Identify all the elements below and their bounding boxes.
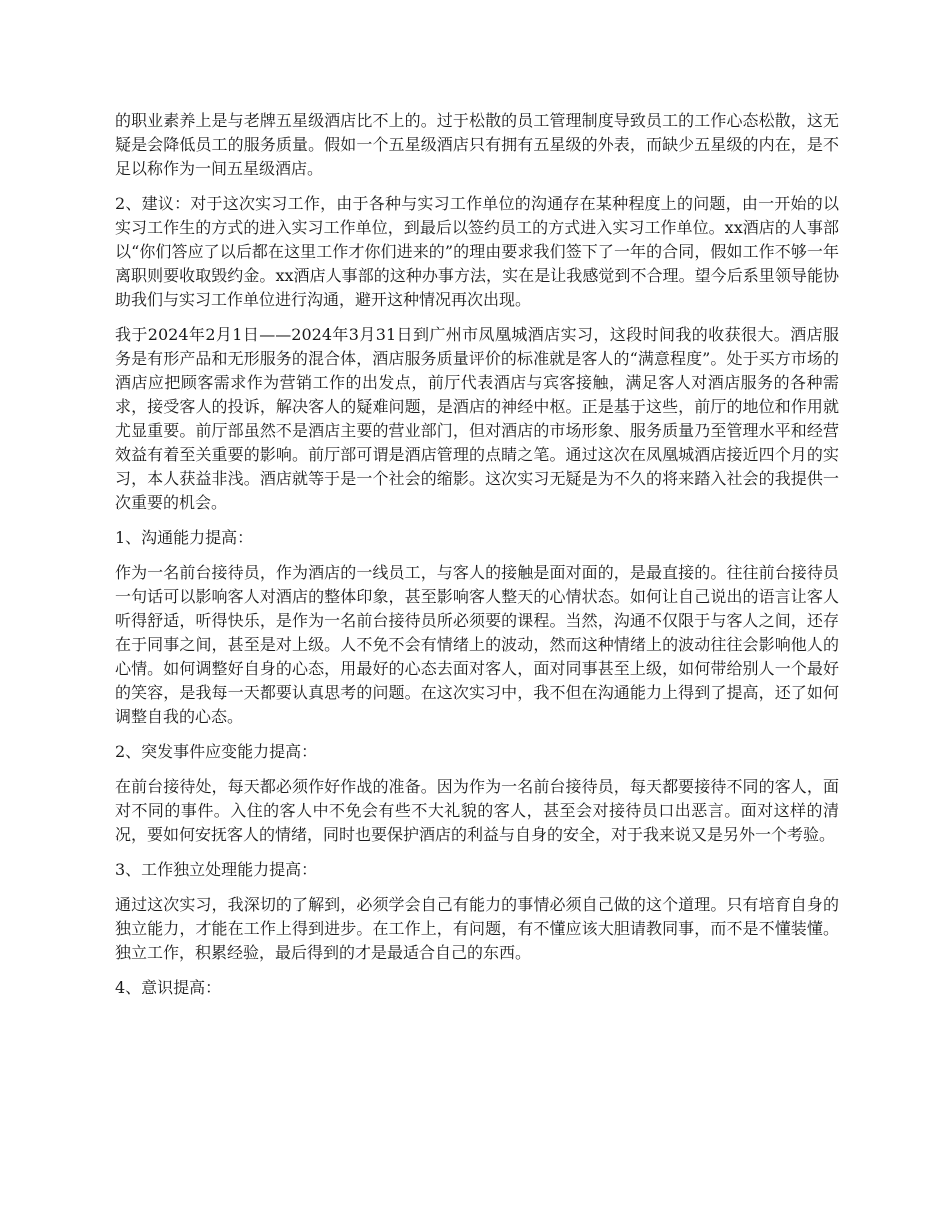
paragraph-internship-summary: 我于2024年2月1日——2024年3月31日到广州市凤凰城酒店实习，这段时间我的收获很大。酒店服务是有形产品和无形服务的混合体，酒店服务质量评价的标准就是客人的“满意程度”。处于买方市场的酒店应把顾客需求作为营销工作的出发点，前厅代表酒店与宾客接触，满足客人对酒店服务的各种需求，接受客人的投诉，解决客人的疑难问题，是酒店的神经中枢。正是基于这些，前厅的地位和作用就尤显重要。前厅部虽然不是酒店主要的营业部门，但对酒店的市场形象、服务质量乃至管理水平和经营效益有着至关重要的影响。前厅部可谓是酒店管理的点睛之笔。通过这次在凤凰城酒店接近四个月的实习，本人获益非浅。酒店就等于是一个社会的缩影。这次实习无疑是为不久的将来踏入社会的我提供一次重要的机会。 [115,325,839,512]
heading-emergency-response: 2、突发事件应变能力提高： [115,742,318,761]
document-page [115,109,839,1011]
paragraph-emergency-response: 在前台接待处，每天都必须作好作战的准备。因为作为一名前台接待员，每天都要接待不同的客人，面对不同的事件。入住的客人中不免会有些不大礼貌的客人，甚至会对接待员口出恶言。面对这样的清况，要如何安抚客人的情绪，同时也要保护酒店的利益与自身的安全，对于我来说又是另外一个考验。 [115,777,839,844]
paragraph-communication: 作为一名前台接待员，作为酒店的一线员工，与客人的接触是面对面的，是最直接的。往往前台接待员一句话可以影响客人对酒店的整体印象，甚至影响客人整天的心情状态。如何让自己说出的语言让客人听得舒适，听得快乐，是作为一名前台接待员所必须要的课程。当然，沟通不仅限于与客人之间，还存在于同事之间，甚至是对上级。人不免不会有情绪上的波动，然而这种情绪上的波动往往会影响他人的心情。如何调整好自身的心态，用最好的心态去面对客人，面对同事甚至上级，如何带给别人一个最好的笑容，是我每一天都要认真思考的问题。在这次实习中，我不但在沟通能力上得到了提高，还了如何调整自我的心态。 [115,563,839,726]
heading-independent-work: 3、工作独立处理能力提高： [115,860,318,879]
heading-awareness: 4、意识提高： [115,978,222,997]
paragraph-independent-work: 通过这次实习，我深切的了解到，必须学会自己有能力的事情必须自己做的这个道理。只有培育自身的独立能力，才能在工作上得到进步。在工作上，有问题，有不懂应该大胆请教同事，而不是不懂装懂。独立工作，积累经验，最后得到的才是最适合自己的东西。 [115,895,839,962]
heading-communication: 1、沟通能力提高： [115,528,254,547]
paragraph-suggestion: 2、建议：对于这次实习工作，由于各种与实习工作单位的沟通存在某种程度上的问题，由一开始的以实习工作生的方式的进入实习工作单位，到最后以签约员工的方式进入实习工作单位。xx酒店的人事部以“你们答应了以后都在这里工作才你们进来的”的理由要求我们签下了一年的合同，假如工作不够一年离职则要收取毁约金。xx酒店人事部的这种办事方法，实在是让我感觉到不合理。望今后系里领导能协助我们与实习工作单位进行沟通，避开这种情况再次出现。 [115,194,839,309]
paragraph-professionalism: 的职业素养上是与老牌五星级酒店比不上的。过于松散的员工管理制度导致员工的工作心态松散，这无疑是会降低员工的服务质量。假如一个五星级酒店只有拥有五星级的外表，而缺少五星级的内在，是不足以称作为一间五星级酒店。 [115,111,839,178]
